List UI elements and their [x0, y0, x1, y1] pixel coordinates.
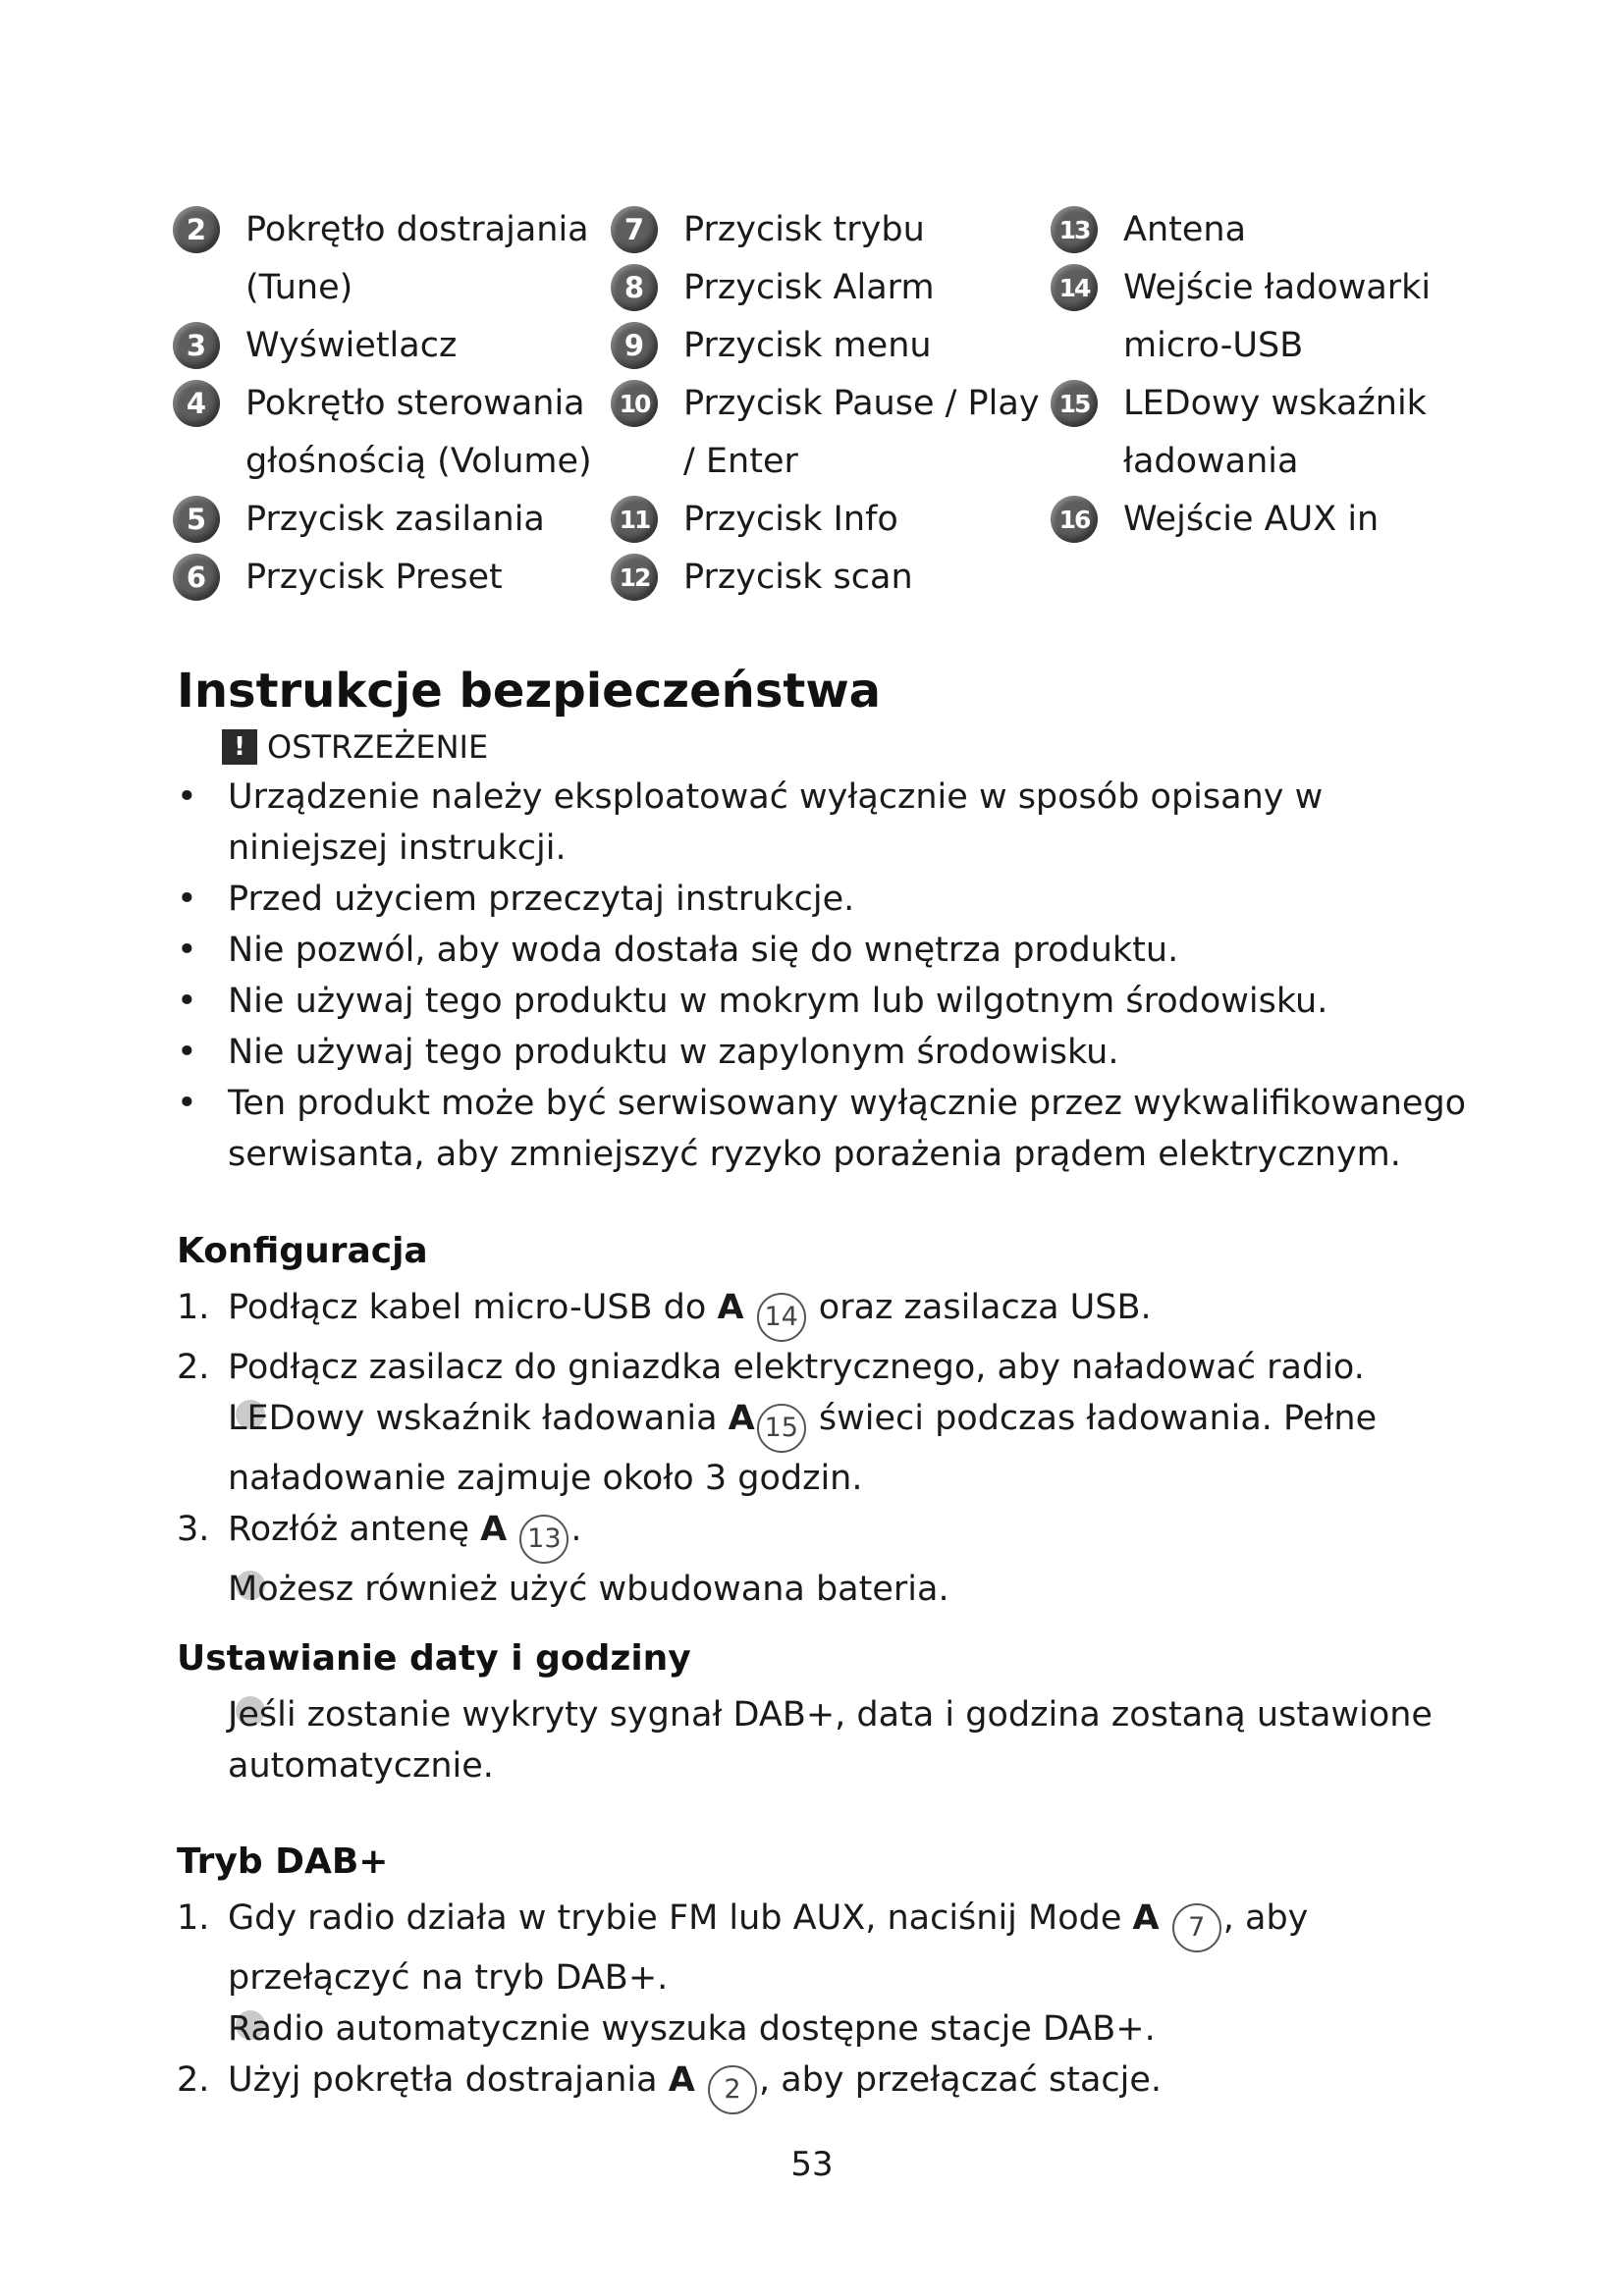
number-badge-icon: 11 — [611, 496, 658, 543]
dab-heading: Tryb DAB+ — [177, 1842, 389, 1882]
number-badge-icon: 2 — [173, 206, 220, 253]
number-badge-icon: 5 — [173, 496, 220, 543]
info-note: Możesz również użyć wbudowana bateria. — [228, 1570, 949, 1609]
legend-item: 5 Przycisk zasilania — [173, 491, 592, 549]
legend-item: 11 Przycisk Info — [611, 491, 1040, 549]
page-number: 53 — [790, 2145, 834, 2184]
dab-steps-continued — [177, 2055, 1483, 2114]
number-badge-icon: 13 — [1051, 206, 1098, 253]
legend-column-1 — [173, 201, 592, 607]
legend-item: 12 Przycisk scan — [611, 549, 1040, 607]
legend-column-2 — [611, 201, 1040, 607]
list-item: • Nie używaj tego produktu w zapylonym środowisku. — [177, 1027, 1483, 1078]
config-steps — [177, 1282, 1483, 1393]
legend-column-3 — [1051, 201, 1431, 549]
legend-item: 16 Wejście AUX in — [1051, 491, 1431, 549]
list-item: • Przed użyciem przeczytaj instrukcje. — [177, 874, 1483, 925]
dab-section — [177, 1838, 1483, 2114]
circled-number-icon: 15 — [757, 1404, 806, 1453]
warning-text: OSTRZEŻENIE — [267, 728, 489, 766]
list-item: 1. Podłącz kabel micro-USB do A 14 oraz zasilacza USB. — [177, 1282, 1483, 1342]
safety-list — [177, 772, 1483, 1180]
legend-item: 14 Wejście ładowarki — [1051, 259, 1431, 317]
legend-item: 8 Przycisk Alarm — [611, 259, 1040, 317]
legend-item: 13 Antena — [1051, 201, 1431, 259]
list-item: • Nie pozwól, aby woda dostała się do wnętrza produktu. — [177, 925, 1483, 976]
safety-section — [177, 660, 1483, 1180]
legend-item: 9 Przycisk menu — [611, 317, 1040, 375]
legend-item: 3 Wyświetlacz — [173, 317, 592, 375]
legend-item: 6 Przycisk Preset — [173, 549, 592, 607]
circled-number-icon: 2 — [708, 2065, 757, 2114]
circled-number-icon: 14 — [757, 1293, 806, 1342]
circled-number-icon: 7 — [1172, 1903, 1221, 1952]
list-item: 3. Rozłóż antenę A 13 . — [177, 1504, 1483, 1564]
legend-item: micro-USB — [1123, 326, 1304, 365]
info-note: Radio automatycznie wyszuka dostępne stacje DAB+. — [228, 2009, 1156, 2049]
datetime-heading: Ustawianie daty i godziny — [177, 1638, 691, 1679]
config-section — [177, 1227, 1483, 1615]
number-badge-icon: 3 — [173, 322, 220, 369]
legend-item: (Tune) — [245, 268, 353, 307]
number-badge-icon: 10 — [611, 380, 658, 427]
config-steps-continued — [177, 1504, 1483, 1564]
legend-item: 7 Przycisk trybu — [611, 201, 1040, 259]
legend-item: ładowania — [1123, 442, 1299, 481]
number-badge-icon: 12 — [611, 554, 658, 601]
list-item: • Ten produkt może być serwisowany wyłącznie przez wykwalifikowanego serwisanta, aby zmniejszyć ryzyko porażenia prądem elektrycznym. — [177, 1078, 1483, 1180]
list-item: 2. Podłącz zasilacz do gniazdka elektrycznego, aby naładować radio. — [177, 1348, 1365, 1387]
number-badge-icon: 15 — [1051, 380, 1098, 427]
legend-item: 4 Pokrętło sterowania — [173, 375, 592, 433]
number-badge-icon: 6 — [173, 554, 220, 601]
list-item: • Nie używaj tego produktu w mokrym lub wilgotnym środowisku. — [177, 976, 1483, 1027]
number-badge-icon: 7 — [611, 206, 658, 253]
number-badge-icon: 8 — [611, 264, 658, 311]
datetime-section — [177, 1634, 1483, 1791]
number-badge-icon: 4 — [173, 380, 220, 427]
config-heading: Konfiguracja — [177, 1231, 428, 1271]
list-item: • Urządzenie należy eksploatować wyłącznie w sposób opisany w niniejszej instrukcji. — [177, 772, 1483, 874]
number-badge-icon: 16 — [1051, 496, 1098, 543]
safety-heading: Instrukcje bezpieczeństwa — [177, 664, 882, 719]
dab-steps — [177, 1893, 1483, 2003]
warning-icon: ! — [222, 729, 257, 765]
legend-item: 10 Przycisk Pause / Play — [611, 375, 1040, 433]
list-item: 1. Gdy radio działa w trybie FM lub AUX, naciśnij Mode A 7 , aby przełączyć na tryb DAB+. — [177, 1898, 1309, 1998]
info-note: LEDowy wskaźnik ładowania A 15 świeci podczas ładowania. Pełne naładowanie zajmuje około 3 godzin. — [228, 1399, 1378, 1498]
legend-item: głośnością (Volume) — [245, 442, 592, 481]
info-note: Jeśli zostanie wykryty sygnał DAB+, data i godzina zostaną ustawione automatycznie. — [228, 1695, 1433, 1786]
legend-item: 2 Pokrętło dostrajania — [173, 201, 592, 259]
legend-item: 15 LEDowy wskaźnik — [1051, 375, 1431, 433]
circled-number-icon: 13 — [519, 1515, 568, 1564]
legend-item: / Enter — [683, 442, 798, 481]
number-badge-icon: 9 — [611, 322, 658, 369]
warning-label — [228, 722, 1483, 772]
list-item: 2. Użyj pokrętła dostrajania A 2 , aby przełączać stacje. — [177, 2055, 1483, 2114]
number-badge-icon: 14 — [1051, 264, 1098, 311]
